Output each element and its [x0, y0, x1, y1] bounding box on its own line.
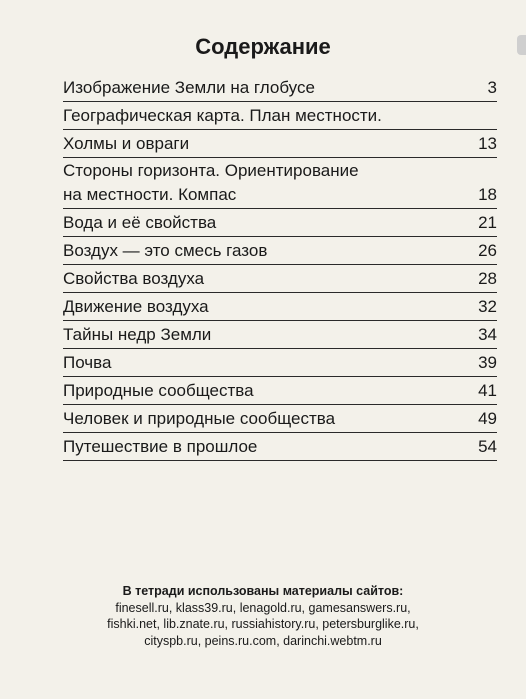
table-of-contents: [63, 74, 497, 461]
toc-entry-page: 34: [478, 325, 497, 344]
toc-entry-page: 54: [478, 437, 497, 456]
sources-line: finesell.ru, klass39.ru, lenagold.ru, gamesanswers.ru,: [115, 600, 411, 615]
toc-entry-title: Почва: [63, 353, 112, 372]
toc-entry-title: Холмы и овраги: [63, 134, 190, 153]
toc-entry-page: 26: [478, 241, 497, 260]
toc-entry-title-line1: Стороны горизонта. Ориентирование: [63, 161, 359, 180]
toc-entry-title: Изображение Земли на глобусе: [63, 78, 315, 97]
toc-entry-title: Движение воздуха: [63, 297, 209, 316]
toc-entry-page: 49: [478, 409, 497, 428]
toc-entry: [63, 102, 497, 130]
sources-block: [0, 583, 526, 649]
toc-entry-title: Природные сообщества: [63, 381, 254, 400]
toc-entry-title: Тайны недр Земли: [63, 325, 212, 344]
toc-entry-page: 18: [478, 185, 497, 204]
toc-entry-page: 28: [478, 269, 497, 288]
toc-entry-page: 32: [478, 297, 497, 316]
toc-entry-title-line2: на местности. Компас: [63, 185, 237, 204]
toc-entry: [63, 321, 497, 349]
toc-entry: [63, 265, 497, 293]
toc-entry: [63, 74, 497, 102]
toc-entry: [63, 158, 497, 209]
toc-entry-title: Географическая карта. План местности.: [63, 106, 382, 125]
toc-entry-title: Вода и её свойства: [63, 213, 217, 232]
toc-entry: [63, 349, 497, 377]
toc-entry: [63, 377, 497, 405]
page-title: Содержание: [195, 34, 331, 59]
toc-entry-page: 13: [478, 134, 497, 153]
sources-line: fishki.net, lib.znate.ru, russiahistory.ru, petersburglike.ru,: [107, 617, 419, 631]
toc-entry-page: 41: [478, 381, 497, 400]
toc-entry: [63, 209, 497, 237]
toc-entry-page: 21: [478, 213, 497, 232]
toc-entry: [63, 237, 497, 265]
toc-entry: [63, 293, 497, 321]
toc-entry-title: Свойства воздуха: [63, 269, 205, 288]
sources-heading: В тетради использованы материалы сайтов:: [122, 584, 404, 598]
toc-entry-title: Человек и природные сообщества: [63, 409, 336, 428]
toc-entry-page: 39: [478, 353, 497, 372]
toc-entry: [63, 130, 497, 158]
toc-entry: [63, 405, 497, 433]
toc-entry-title: Путешествие в прошлое: [63, 437, 258, 456]
toc-entry-page: 3: [487, 78, 497, 97]
toc-entry-title: Воздух — это смесь газов: [63, 241, 268, 260]
toc-entry: [63, 433, 497, 461]
sources-line: cityspb.ru, peins.ru.com, darinchi.webtm.ru: [144, 633, 382, 648]
